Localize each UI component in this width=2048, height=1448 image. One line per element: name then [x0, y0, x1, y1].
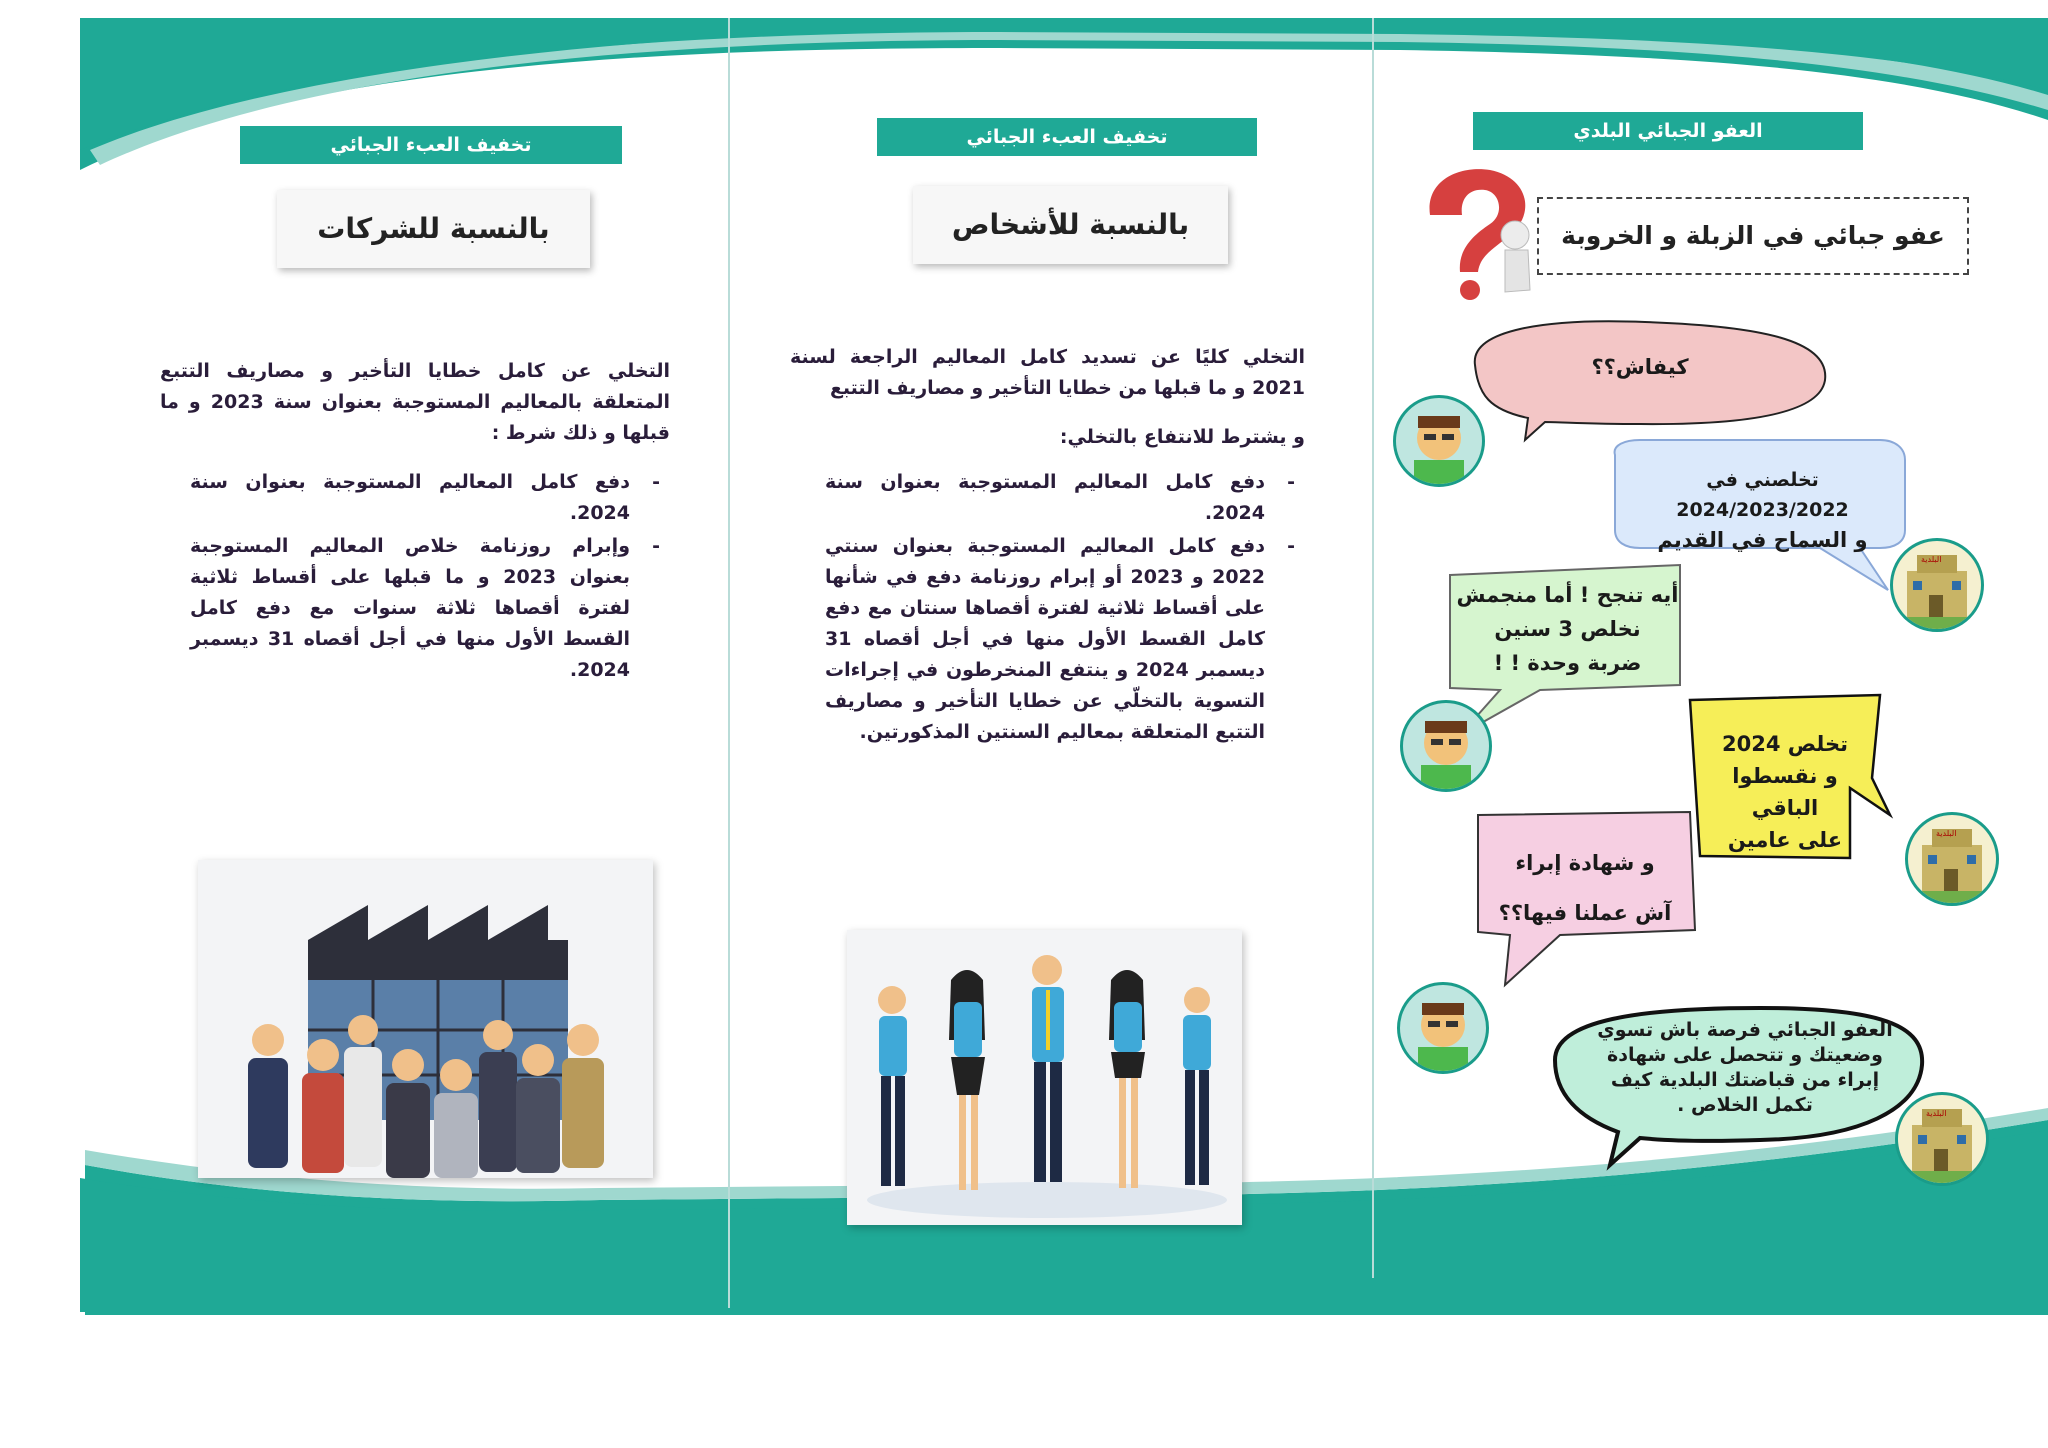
bubble-q2-text	[1455, 578, 1680, 680]
municipality-building-icon	[1895, 1092, 1989, 1186]
municipality-label: البلدية	[1921, 555, 1942, 564]
person-figure	[949, 970, 985, 1190]
bubble-a2-line: و نقسطوا الباقي	[1732, 764, 1838, 820]
person-figure	[1032, 955, 1064, 1182]
middle-panel-subtitle: بالنسبة للأشخاص	[913, 186, 1228, 264]
bubble-q2-line: نخلص 3 سنين	[1494, 617, 1641, 641]
middle-panel-paragraph: التخلي كليًا عن تسديد كامل المعاليم الراجعة لسنة 2021 و ما قبلها من خطايا التأخير و مصاريف التتبع	[790, 346, 1305, 399]
middle-panel-banner: تخفيف العبء الجبائي	[877, 118, 1257, 156]
bubble-a3-text: العفو الجبائي فرصة باش تسوي وضعيتك و تتحصل على شهادة إبراء من قباضتك البلدية كيف تكمل الخلاص .	[1597, 1019, 1893, 1116]
bubble-q1-text: كيفاش؟؟	[1591, 355, 1689, 379]
middle-panel-bullet: - دفع كامل المعاليم المستوجبة بعنوان سنتي 2022 و 2023 أو إبرام روزنامة دفع في شأنها على أقساط ثلاثية لفترة أقصاها سنتان مع دفع كامل القسط الأول منها في أجل أقصاه 31 ديسمبر 2024 و ينتفع المنخرطون في إجراءات التسوية بالتخلّي عن خطايا التأخير و مصاريف التتبع المتعلقة بمعاليم السنتين المذكورتين.	[825, 531, 1265, 748]
municipality-label: البلدية	[1936, 829, 1957, 838]
bubble-q3-line: آش عملنا فيها؟؟	[1498, 901, 1672, 925]
question-mark-icon	[1430, 169, 1530, 300]
people-illustration	[847, 930, 1242, 1225]
left-panel-banner: تخفيف العبء الجبائي	[240, 126, 622, 164]
middle-panel-body	[790, 342, 1305, 750]
citizen-avatar	[1400, 700, 1492, 792]
left-panel-bullet: - وإبرام روزنامة خلاص المعاليم المستوجبة بعنوان 2023 و ما قبلها على أقساط ثلاثية لفترة أقصاها ثلاثة سنوات مع دفع كامل القسط الأول منها في أجل أقصاه 31 ديسمبر 2024.	[190, 531, 630, 686]
bubble-q3-line: و شهادة إبراء	[1515, 851, 1655, 875]
municipality-building-icon	[1905, 812, 1999, 906]
panel-divider-right	[1372, 18, 1374, 1278]
bubble-a2-line: على عامين	[1727, 828, 1843, 852]
left-panel-bullet: - دفع كامل المعاليم المستوجبة بعنوان سنة 2024.	[190, 467, 630, 529]
right-panel-banner: العفو الجبائي البلدي	[1473, 112, 1863, 150]
middle-panel-condition: و يشترط للانتفاع بالتخلي:	[1059, 426, 1305, 448]
bubble-q2-line: أيه تنجح ! أما منجمش	[1456, 583, 1679, 607]
left-panel-bullets	[190, 467, 670, 686]
bubble-a1-line: تخلصني في 2024/2023/2022	[1676, 469, 1849, 521]
middle-panel-bullet: - دفع كامل المعاليم المستوجبة بعنوان سنة 2024.	[825, 467, 1265, 529]
middle-panel-bullets	[825, 467, 1305, 748]
left-panel-body	[160, 356, 670, 688]
bubble-a1-text	[1620, 465, 1905, 555]
bubble-a1-line: و السماح في القديم	[1657, 528, 1868, 552]
panel-divider-left	[728, 18, 730, 1308]
left-panel-paragraph: التخلي عن كامل خطايا التأخير و مصاريف التتبع المتعلقة بالمعاليم المستوجبة بعنوان سنة 2023 و ما قبلها و ذلك شرط :	[160, 360, 671, 444]
bubble-q2-line: ضربة وحدة ! !	[1493, 651, 1642, 675]
bubble-a2-text	[1700, 728, 1870, 856]
citizen-avatar	[1397, 982, 1489, 1074]
left-panel-subtitle: بالنسبة للشركات	[277, 190, 590, 268]
bubble-a2-line: تخلص 2024	[1721, 732, 1848, 756]
person-figure	[1109, 970, 1145, 1188]
business-team-illustration	[198, 860, 653, 1178]
municipality-label: البلدية	[1926, 1109, 1947, 1118]
right-panel-title-box: عفو جبائي في الزبلة و الخروبة	[1537, 197, 1969, 275]
person-figure	[878, 986, 907, 1186]
bubble-q3-text	[1485, 838, 1685, 938]
person-figure	[1183, 987, 1211, 1185]
citizen-avatar	[1393, 395, 1485, 487]
